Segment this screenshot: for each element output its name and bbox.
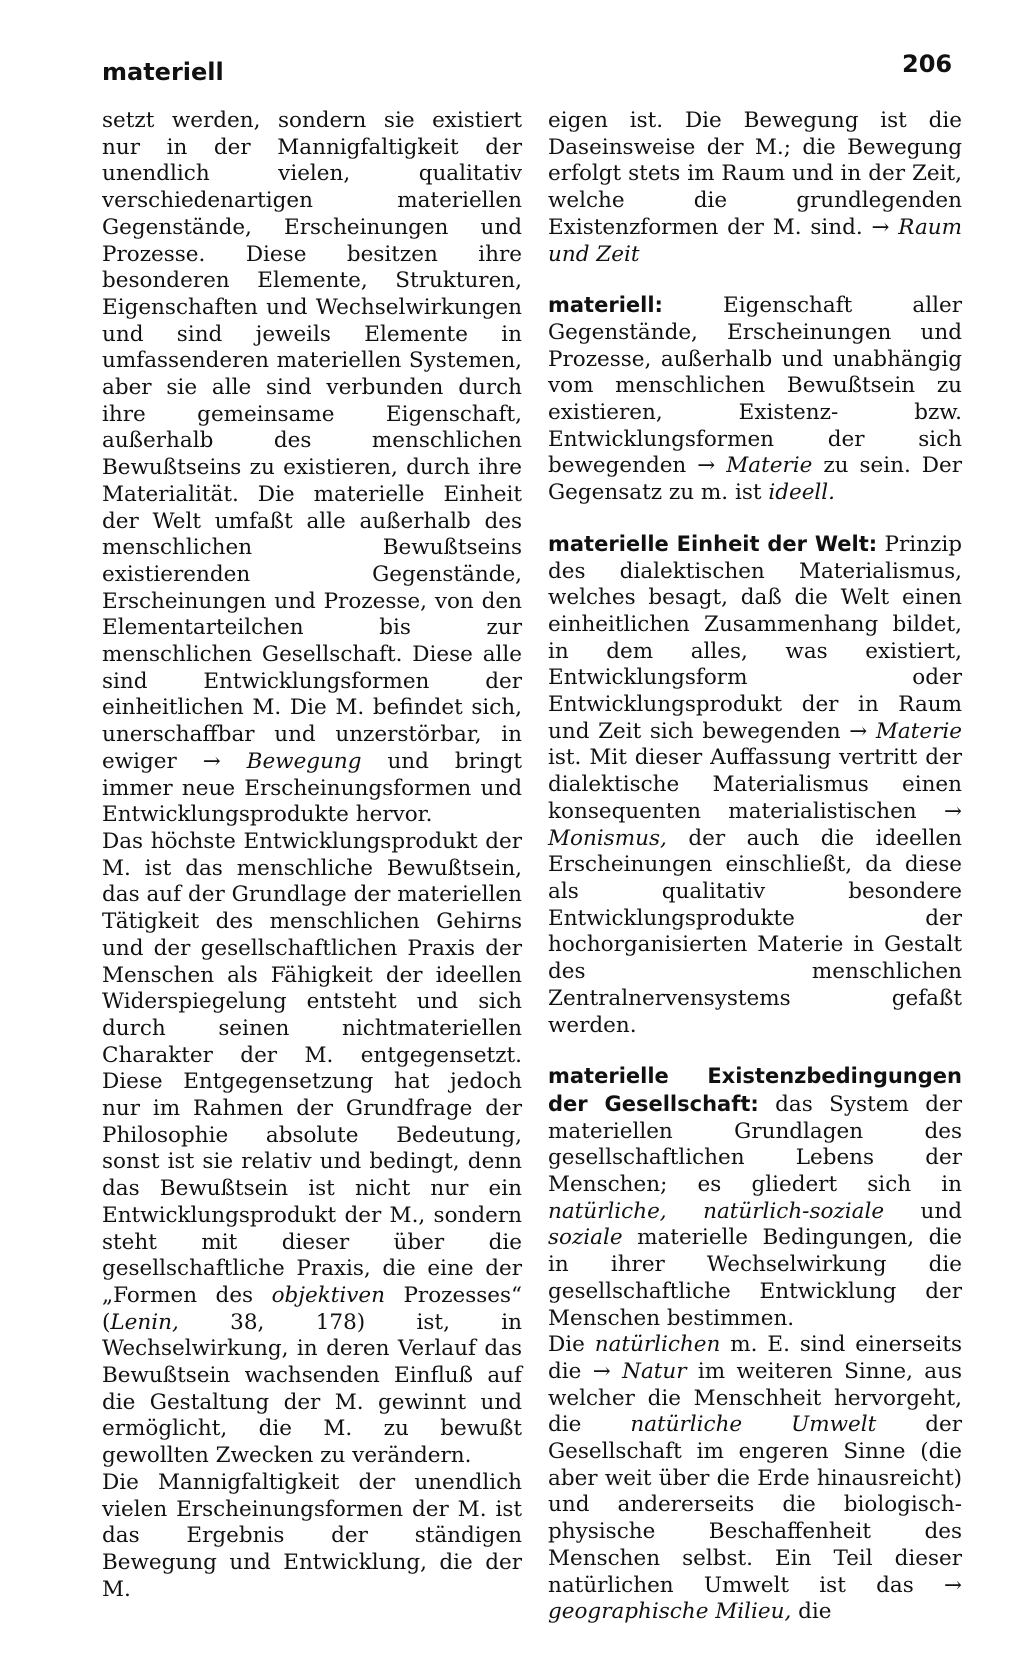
text: materielle Bedingungen, die in ihrer Wechselwirkung die gesellschaftliche Entwicklung der Menschen bestimmen. [548,1225,962,1331]
cross-reference-arrow-icon: → [849,718,868,744]
text: Prozesses“ ( [102,1282,523,1335]
cross-reference-bewegung: Bewegung [246,748,362,774]
citation-lenin: Lenin, [110,1309,179,1335]
cross-reference-materie: Materie [875,718,962,744]
emphasis-natuerliche-umwelt: natürliche Umwelt [630,1412,877,1438]
paragraph-materie-continued [102,108,522,829]
text: der Gesellschaft im engeren Sinne (die aber weit über die Erde hinausreicht) und andererseits die biologisch-physische Beschaffenheit des Menschen selbst. Ein Teil dieser natürlichen Umwelt ist das [548,1412,962,1598]
text: ist. Mit dieser Auffassung vertritt der dialektische Materialismus einen konsequenten materialistischen [548,745,962,824]
cross-reference-geographische-milieu: geographische Milieu, [548,1599,792,1625]
running-head: materiell [102,58,224,86]
text: im weiteren Sinne, aus welcher die Menschheit hervorgeht, die [548,1358,963,1438]
entry-headword: materielle Existenzbedingungen der Gesellschaft: [548,1064,962,1116]
page-number: 206 [902,50,953,78]
cross-reference-arrow-icon: → [871,214,890,240]
text: 38, 178) ist, in Wechselwirkung, in deren Verlauf das Bewußtsein wachsenden Einfluß auf die Gestaltung der M. gewinnt und ermöglicht, die M. zu bewußt gewollten Zwecken zu verändern. [102,1309,522,1469]
cross-reference-raum-und-zeit: Raum und Zeit [548,214,962,267]
entry-headword: materiell: [548,293,663,318]
entry-materielle-existenzbedingungen [548,1063,962,1332]
cross-reference-arrow-icon: → [943,798,962,824]
paragraph-bewusstsein [102,829,522,1470]
left-column [102,108,522,1603]
text: und [884,1198,962,1224]
emphasis-soziale: soziale [548,1225,623,1251]
paragraph-mannigfaltigkeit: Die Mannigfaltigkeit der unendlich vielen Erscheinungsformen der M. ist das Ergebnis der ständigen Bewegung und Entwicklung, die der M. [102,1469,522,1602]
text: der auch die ideellen Erscheinungen einschließt, da diese als qualitativ besondere Entwicklungsprodukte der hochorganisierten Materie in Gestalt des menschlichen Zentralnervensystems gefaßt werden. [548,825,962,1038]
text: und bringt immer neue Erscheinungsformen und Entwicklungsprodukte hervor. [102,748,523,828]
right-column [548,108,962,1626]
entry-materielle-einheit-der-welt [548,531,962,1039]
text: zu sein. Der Gegensatz zu m. ist [548,453,962,506]
emphasis-natuerliche: natürliche, natürlich-soziale [548,1198,885,1224]
emphasis-ideell: ideell. [768,480,836,506]
cross-reference-arrow-icon: → [202,748,221,774]
text: m. E. sind einerseits die [548,1332,962,1384]
cross-reference-materie: Materie [726,453,813,479]
paragraph-materie-end [548,108,962,268]
text: setzt werden, sondern sie existiert nur in der Mannigfaltigkeit der unendlich vielen, qualitativ verschiedenartigen materiellen Gegenstände, Erscheinungen und Prozesse. Diese besitzen ihre besonderen Elemente, Strukturen, Eigenschaften und Wechselwirkungen und sind jeweils Elemente in umfassenderen materiellen Systemen, aber sie alle sind verbunden durch ihre gemeinsame Eigenschaft, außerhalb des menschlichen Bewußtseins zu existieren, durch ihre Materialität. Die materielle Einheit der Welt umfaßt alle außerhalb des menschlichen Bewußtseins existierenden Gegenstände, Erscheinungen und Prozesse, von den Elementarteilchen bis zur menschlichen Gesellschaft. Diese alle sind Entwicklungsformen der einheitlichen M. Die M. befindet sich, unerschaffbar und unzerstörbar, in ewiger [102,108,522,774]
cross-reference-arrow-icon: → [697,453,716,479]
emphasis-objektiven: objektiven [271,1282,385,1308]
paragraph-natuerlichen-existenzbedingungen [548,1332,962,1626]
emphasis-natuerlichen: natürlichen [594,1332,721,1358]
text: Prinzip des dialektischen Materialismus, welches besagt, daß die Welt einen einheitlichen Zusammenhang bildet, in dem alles, was existiert, Entwicklungsform oder Entwicklungsprodukt der in Raum und Zeit sich bewegenden [548,531,962,744]
cross-reference-arrow-icon: → [592,1358,611,1384]
cross-reference-monismus: Monismus, [548,825,667,851]
text: Die [548,1332,595,1358]
entry-headword: materielle Einheit der Welt: [548,531,878,556]
entry-materiell [548,292,962,507]
cross-reference-arrow-icon: → [943,1572,962,1598]
text: Das höchste Entwicklungsprodukt der M. ist das menschliche Bewußtsein, das auf der Grundlage der materiellen Tätigkeit des menschlichen Gehirns und der gesellschaftlichen Praxis der Menschen als Fähigkeit der ideellen Widerspiegelung entsteht und sich durch seinen nichtmateriellen Charakter der M. entgegensetzt. Diese Entgegensetzung hat jedoch nur im Rahmen der Grundfrage der Philosophie absolute Bedeutung, sonst ist sie relativ und bedingt, denn das Bewußtsein ist nicht nur ein Entwicklungsprodukt der M., sondern steht mit dieser über die gesellschaftliche Praxis, die eine der „Formen des [102,828,522,1308]
cross-reference-natur: Natur [622,1358,687,1384]
text: die [791,1599,832,1625]
text: das System der materiellen Grundlagen des gesellschaftlichen Lebens der Menschen; es gliedert sich in [548,1091,962,1198]
text: Eigenschaft aller Gegenstände, Erscheinungen und Prozesse, außerhalb und unabhängig vom menschlichen Bewußtsein zu existieren, Existenz- bzw. Entwicklungsformen der sich bewegenden [548,293,962,479]
text: eigen ist. Die Bewegung ist die Daseinsweise der M.; die Bewegung erfolgt stets im Raum und in der Zeit, welche die grundlegenden Existenzformen der M. sind. [548,108,962,240]
